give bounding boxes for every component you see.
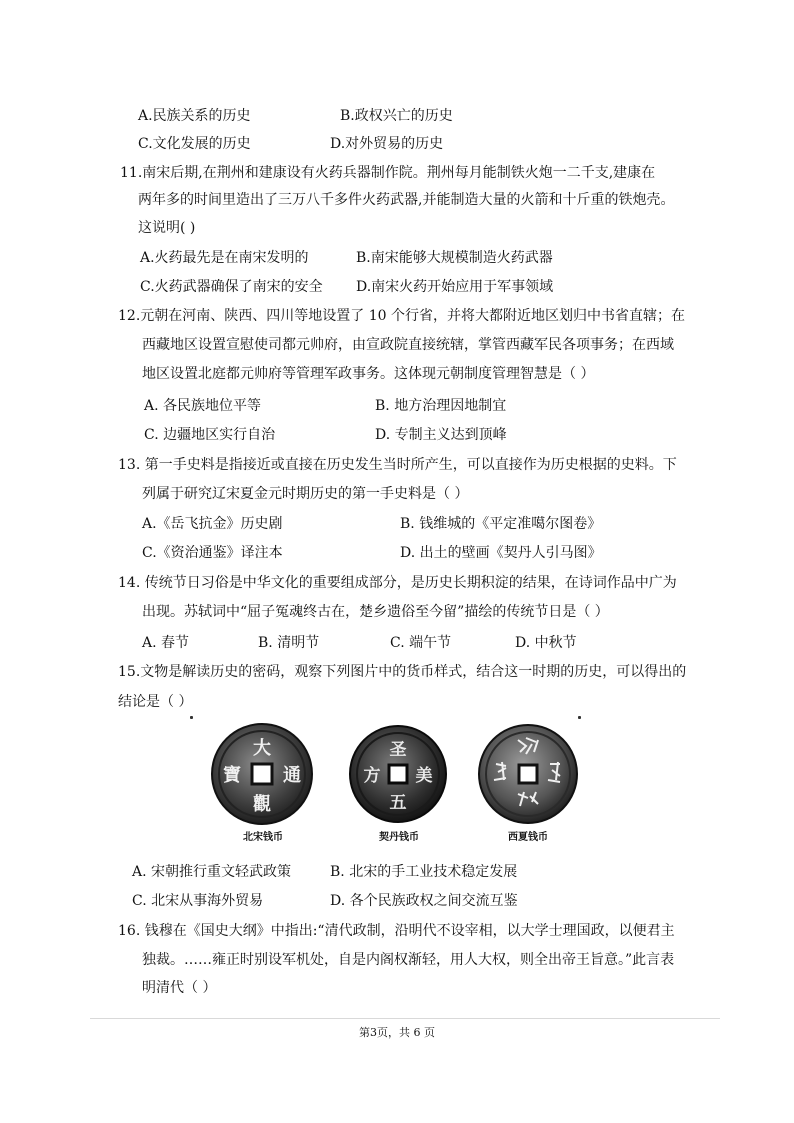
coin1-caption: 北宋钱币 [243, 832, 283, 843]
q10-option-d: D.对外贸易的历史 [330, 136, 444, 152]
q12-stem-line-2: 西藏地区设置宣慰使司都元帅府，由宣政院直接统辖，掌管西藏军民各项事务；在西域 [142, 337, 674, 353]
coin2-char-bottom: 五 [389, 793, 407, 813]
q13-option-c: C.《资治通鉴》译注本 [142, 545, 283, 561]
q14-option-a: A. 春节 [142, 635, 190, 651]
q15-stem-line-1: 15.文物是解读历史的密码，观察下列图片中的货币样式，结合这一时期的历史，可以得出的 [118, 664, 687, 680]
northern-song-coin [212, 724, 312, 824]
coin1-char-right: 通 [283, 765, 301, 786]
q14-option-d: D. 中秋节 [515, 635, 577, 651]
scan-speck [578, 716, 581, 719]
q11-option-b: B.南宋能够大规模制造火药武器 [356, 250, 553, 266]
q15-option-b: B. 北宋的手工业技术稳定发展 [330, 864, 518, 880]
q14-option-c: C. 端午节 [390, 635, 452, 651]
q15-option-d: D. 各个民族政权之间交流互鉴 [330, 893, 518, 909]
q11-stem-line-3: 这说明( ) [138, 220, 196, 236]
footer-divider [90, 1018, 720, 1019]
q13-option-b: B. 钱维城的《平定准噶尔图卷》 [400, 516, 602, 532]
coin3-caption: 西夏钱币 [508, 832, 548, 843]
coin1-char-bottom: 觀 [253, 794, 271, 815]
q15-option-a: A. 宋朝推行重文轻武政策 [132, 864, 292, 880]
q14-stem-line-2: 出现。苏轼词中“屈子冤魂终古在，楚乡遗俗至今留”描绘的传统节日是（ ） [142, 604, 609, 620]
page-number: 第3页，共 6 页 [359, 1026, 435, 1039]
q12-option-c: C. 边疆地区实行自治 [144, 427, 276, 443]
khitan-coin [350, 726, 446, 822]
q10-option-c: C.文化发展的历史 [138, 136, 251, 152]
coin2-char-right: 美 [415, 766, 433, 786]
q15-stem-line-2: 结论是（ ） [118, 694, 193, 710]
q13-stem-line-2: 列属于研究辽宋夏金元时期历史的第一手史料是（ ） [142, 486, 469, 502]
scan-speck [190, 716, 193, 719]
coin1-char-left: 寶 [223, 765, 241, 786]
q12-option-a: A. 各民族地位平等 [144, 398, 262, 414]
q15-option-c: C. 北宋从事海外贸易 [132, 893, 264, 909]
q12-stem-line-3: 地区设置北庭都元帅府等管理军政事务。这体现元朝制度管理智慧是（ ） [142, 366, 595, 382]
q12-stem-line-1: 12.元朝在河南、陕西、四川等地设置了 10 个行省，并将大都附近地区划归中书省直辖；在 [118, 308, 685, 324]
q11-stem-line-1: 11.南宋后期,在荆州和建康设有火药兵器制作院。荆州每月能制铁火炮一二千支,建康在 [120, 165, 656, 181]
q13-option-d: D. 出土的壁画《契丹人引马图》 [400, 545, 602, 561]
q11-stem-line-2: 两年多的时间里造出了三万八千多件火药武器,并能制造大量的火箭和十斤重的铁炮壳。 [138, 192, 675, 208]
coin-figure [200, 722, 600, 842]
q13-option-a: A.《岳飞抗金》历史剧 [142, 516, 283, 532]
q16-stem-line-2: 独裁。……雍正时别设军机处，自是内阁权渐轻，用人大权，则全出帝王旨意。”此言表 [142, 952, 675, 968]
q11-option-c: C.火药武器确保了南宋的安全 [140, 279, 323, 295]
q16-stem-line-1: 16. 钱穆在《国史大纲》中指出:“清代政制，沿明代不设宰相，以大学士理国政，以便君主 [118, 923, 675, 939]
western-xia-coin [479, 725, 577, 823]
q14-option-b: B. 清明节 [258, 635, 320, 651]
q11-option-a: A.火药最先是在南宋发明的 [140, 250, 309, 266]
coin2-char-left: 方 [363, 766, 381, 786]
q12-option-d: D. 专制主义达到顶峰 [375, 427, 507, 443]
coin1-char-top: 大 [253, 738, 271, 759]
q11-option-d: D.南宋火药开始应用于军事领域 [356, 279, 554, 295]
q13-stem-line-1: 13. 第一手史料是指接近或直接在历史发生当时所产生，可以直接作为历史根据的史料。下 [118, 457, 677, 473]
q12-option-b: B. 地方治理因地制宜 [375, 398, 507, 414]
q14-stem-line-1: 14. 传统节日习俗是中华文化的重要组成部分，是历史长期积淀的结果，在诗词作品中广为 [118, 575, 677, 591]
q10-option-b: B.政权兴亡的历史 [340, 108, 453, 124]
q10-option-a: A.民族关系的历史 [138, 108, 251, 124]
coin2-char-top: 圣 [389, 740, 407, 760]
coin2-caption: 契丹钱币 [379, 832, 419, 843]
q16-stem-line-3: 明清代（ ） [142, 980, 217, 996]
